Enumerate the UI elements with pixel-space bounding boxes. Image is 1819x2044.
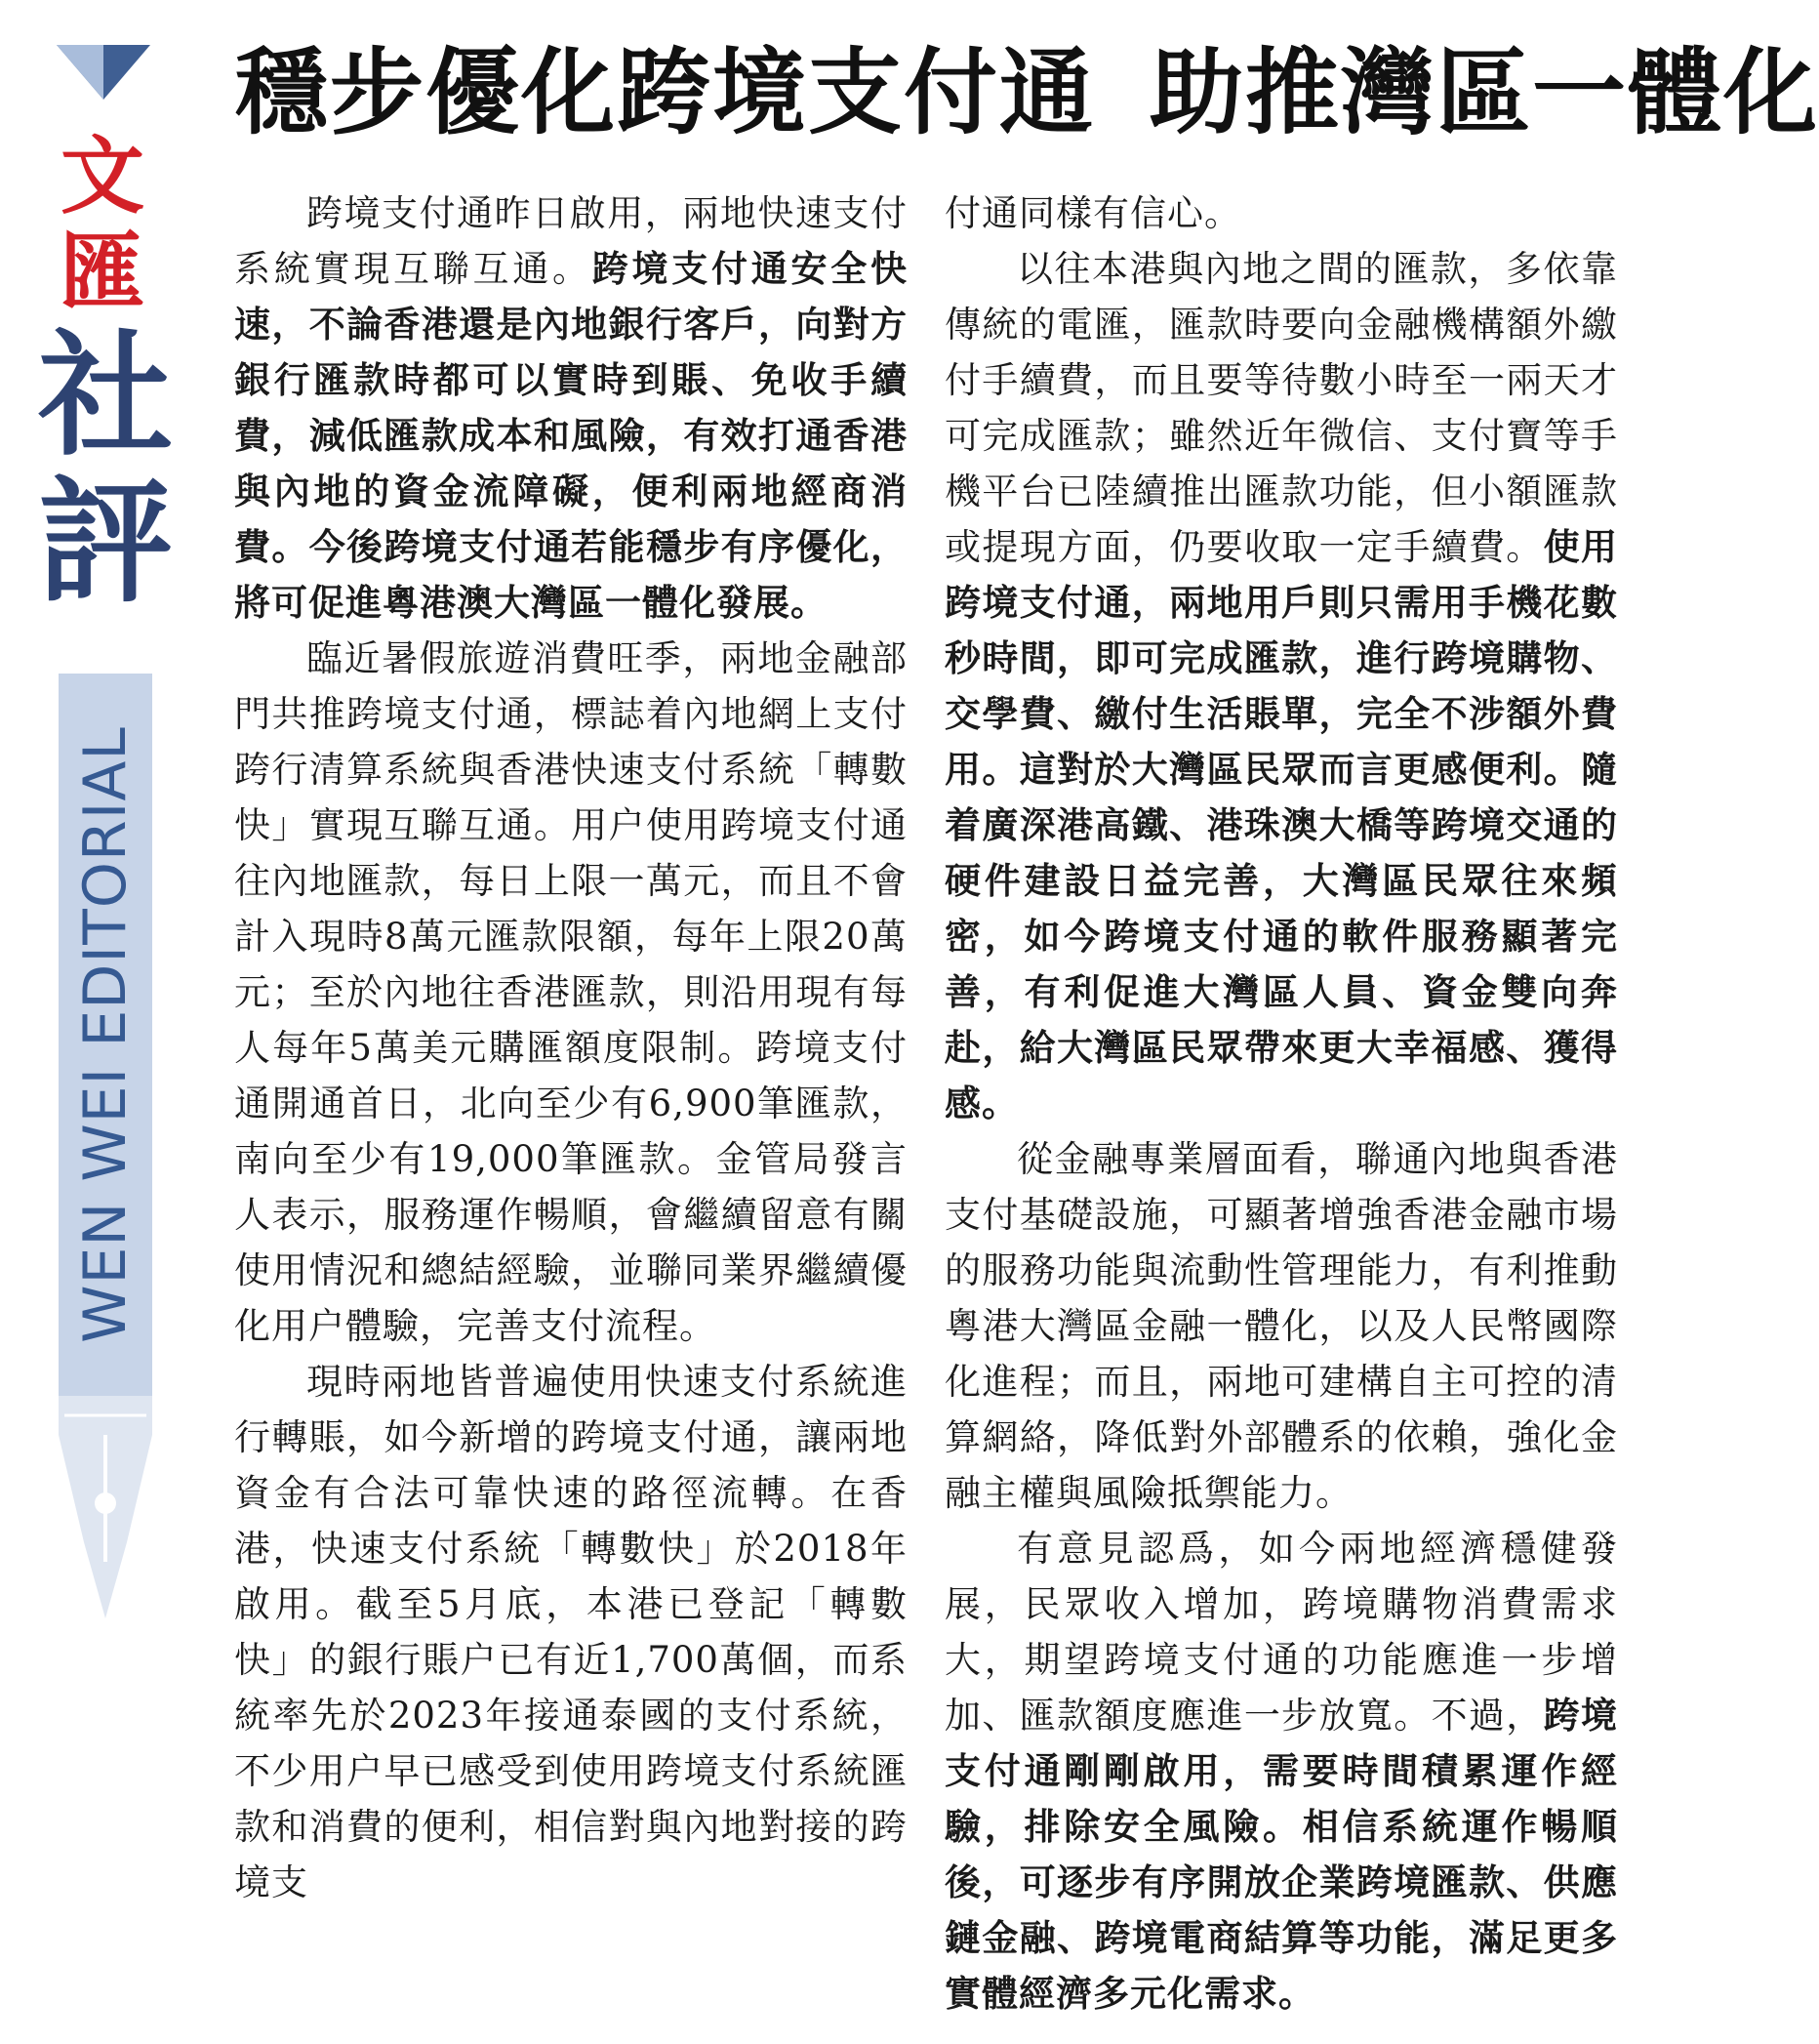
section-title-english: WEN WEI EDITORIAL xyxy=(71,726,140,1343)
article-column-left xyxy=(234,185,908,1910)
triangle-marker-highlight xyxy=(57,45,103,100)
paragraph-4 xyxy=(945,241,1618,1131)
editorial-masthead xyxy=(0,0,195,2044)
headline-part-2: 助推灣區一體化 xyxy=(1150,37,1819,147)
paragraph-5: 從金融專業層面看，聯通內地與香港支付基礎設施，可顯著增強香港金融市場的服務功能與流動性管理能力，有利推動粵港大灣區金融一體化，以及人民幣國際化進程；而且，兩地可建構自主可控的清算網絡，降低對外部體系的依賴，強化金融主權與風險抵禦能力。 xyxy=(945,1138,1618,1514)
paragraph-4-emphasis: 使用跨境支付通，兩地用戶則只需用手機花數秒時間，即可完成匯款，進行跨境購物、交學費、繳付生活賬單，完全不涉額外費用。這對於大灣區民眾而言更感便利。隨着廣深港高鐵、港珠澳大橋等跨境交通的硬件建設日益完善，大灣區民眾往來頻密，如今跨境支付通的軟件服務顯著完善，有利促進大灣區人員、資金雙向奔赴，給大灣區民眾帶來更大幸福感、獲得感。 xyxy=(945,526,1619,1124)
section-title-sheping: 社評 xyxy=(37,315,173,621)
brand-wenwei: 文匯 xyxy=(61,128,144,321)
article-column-right xyxy=(945,185,1618,2022)
paragraph-1 xyxy=(234,185,908,631)
fountain-pen-icon xyxy=(55,1396,156,1620)
paragraph-6 xyxy=(945,1521,1618,2022)
paragraph-1-text: 跨境支付通昨日啟用，兩地快速支付系統實現互聯互通。 xyxy=(234,192,908,290)
paragraph-2: 臨近暑假旅遊消費旺季，兩地金融部門共推跨境支付通，標誌着內地網上支付跨行清算系統與香港快速支付系統「轉數快」實現互聯互通。用户使用跨境支付通往內地匯款，每日上限一萬元，而且不會計入現時8萬元匯款限額，每年上限20萬元；至於內地往香港匯款，則沿用現有每人每年5萬美元購匯額度限制。跨境支付通開通首日，北向至少有6,900筆匯款，南向至少有19,000筆匯款。金管局發言人表示，服務運作暢順，會繼續留意有關使用情況和總結經驗，並聯同業界繼續優化用户體驗，完善支付流程。 xyxy=(234,637,908,1347)
page-title xyxy=(234,37,1819,147)
headline-part-1: 穩步優化跨境支付通 xyxy=(234,37,1095,147)
paragraph-1-emphasis: 跨境支付通安全快速，不論香港還是內地銀行客戶，向對方銀行匯款時都可以實時到賬、免收手續費，減低匯款成本和風險，有效打通香港與內地的資金流障礙，便利兩地經商消費。今後跨境支付通若能穩步有序優化，將可促進粵港澳大灣區一體化發展。 xyxy=(234,248,908,624)
paragraph-3-continued: 付通同樣有信心。 xyxy=(945,192,1241,234)
paragraph-4-text: 以往本港與內地之間的匯款，多依靠傳統的電匯，匯款時要向金融機構額外繳付手續費，而且要等待數小時至一兩天才可完成匯款；雖然近年微信、支付寶等手機平台已陸續推出匯款功能，但小額匯款或提現方面，仍要收取一定手續費。 xyxy=(945,248,1618,568)
paragraph-6-emphasis: 跨境支付通剛剛啟用，需要時間積累運作經驗，排除安全風險。相信系統運作暢順後，可逐步有序開放企業跨境匯款、供應鏈金融、跨境電商結算等功能，滿足更多實體經濟多元化需求。 xyxy=(945,1695,1619,2015)
paragraph-6-text: 有意見認爲，如今兩地經濟穩健發展，民眾收入增加，跨境購物消費需求大，期望跨境支付通的功能應進一步增加、匯款額度應進一步放寬。不過， xyxy=(945,1528,1618,1737)
paragraph-3: 現時兩地皆普遍使用快速支付系統進行轉賬，如今新增的跨境支付通，讓兩地資金有合法可靠快速的路徑流轉。在香港，快速支付系統「轉數快」於2018年啟用。截至5月底，本港已登記「轉數快」的銀行賬户已有近1,700萬個，而系統率先於2023年接通泰國的支付系統，不少用户早已感受到使用跨境支付系統匯款和消費的便利，相信對與內地對接的跨境支 xyxy=(234,1361,908,1903)
